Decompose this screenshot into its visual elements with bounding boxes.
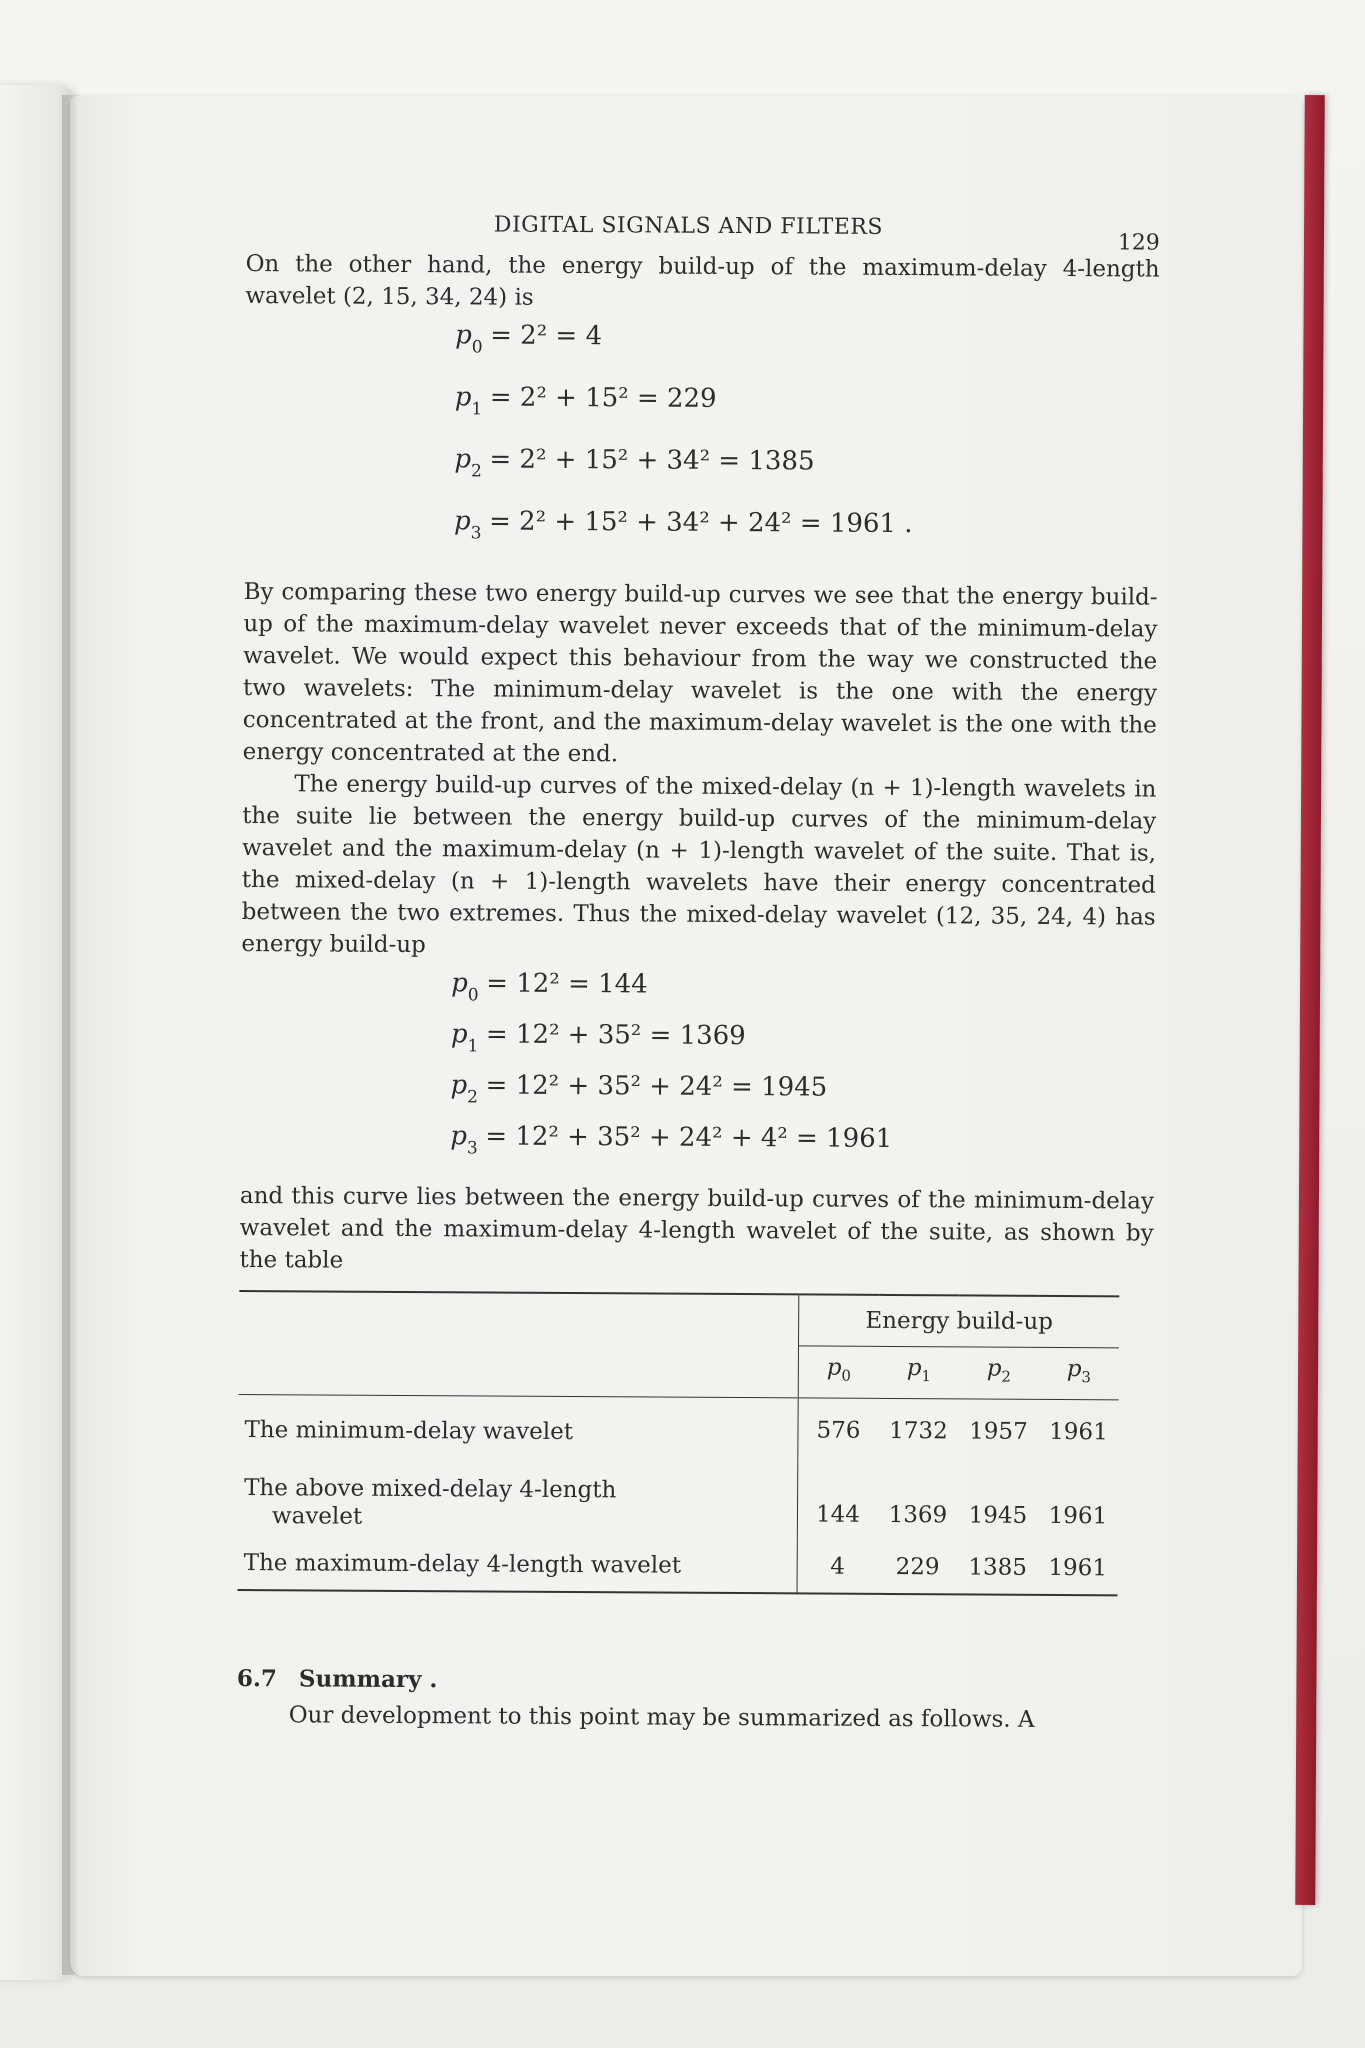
- equation-line: [241, 1017, 1155, 1074]
- table-row: [238, 1459, 1118, 1542]
- equation-line: [240, 1068, 1154, 1125]
- equation-block-2: [240, 966, 1155, 1176]
- equation-line: [240, 1119, 1154, 1176]
- equation-line: [245, 318, 1159, 386]
- col-header-p3: $p_3$: [1066, 1356, 1092, 1387]
- equation-lhs: $p_2$: [450, 1070, 479, 1108]
- col-header-p2: $p_2$: [986, 1355, 1012, 1386]
- equation-rhs: = 12² + 35² + 24² = 1945: [485, 1070, 828, 1103]
- col-header-p1: $p_1$: [906, 1355, 932, 1386]
- paragraph-4: and this curve lies between the energy build-up curves of the minimum-delay wavelet and the maximum-delay 4-length wavelet of the suite, as shown by the table: [239, 1182, 1154, 1274]
- cell: 1945: [968, 1502, 1028, 1529]
- equation-line: [244, 442, 1158, 510]
- section-number: 6.7: [236, 1664, 278, 1693]
- cell: 1961: [1049, 1418, 1108, 1446]
- cell: 1732: [889, 1417, 948, 1445]
- equation-rhs: = 2² = 4: [490, 320, 603, 352]
- section-heading: [237, 1663, 1151, 1701]
- paragraph-3: The energy build-up curves of the mixed-delay (n + 1)-length wavelets in the suite lie between the energy build-up curves of the minimum-delay wavelet and the maximum-delay (n + 1)-length wavelet of the suite. That is, the mixed-delay (n + 1)-length wavelets have their energy concentrated between the two extremes. Thus the mixed-delay wavelet (12, 35, 24, 4) has energy build-up: [241, 771, 1157, 959]
- page-number: 129: [1117, 230, 1160, 256]
- equation-rhs: = 12² = 144: [486, 968, 648, 1000]
- row-label: The minimum-delay wavelet: [244, 1417, 574, 1446]
- table-row: [238, 1537, 1118, 1595]
- equation-line: [244, 504, 1158, 572]
- equation-lhs: $p_0$: [455, 320, 483, 358]
- row-label: The above mixed-delay 4-length wavelet: [244, 1475, 617, 1530]
- paragraph-2: By comparing these two energy build-up curves we see that the energy build-up of the maximum-delay wavelet never exceeds that of the minimum-delay wavelet. We would expect this behaviour from the way we constructed the two wavelets: The minimum-delay wavelet is the one with the energy concentrated at the front, and the maximum-delay wavelet is the one with the energy concentrated at the end.: [242, 578, 1158, 768]
- section-title: Summary .: [298, 1665, 438, 1694]
- equation-lhs: $p_1$: [450, 1019, 479, 1057]
- col-header-p0: $p_0$: [798, 1345, 879, 1398]
- cell: 229: [895, 1553, 940, 1581]
- equation-line: [245, 380, 1159, 448]
- equation-rhs: = 12² + 35² = 1369: [485, 1019, 746, 1052]
- cell: 1385: [968, 1554, 1028, 1581]
- table-group-header-row: [239, 1292, 1119, 1347]
- equation-line: [241, 966, 1155, 1023]
- paragraph-1: On the other hand, the energy build-up of the maximum-delay 4-length wavelet (2, 15, 34, 24) is: [245, 250, 1160, 311]
- paragraph-5: Our development to this point may be summarized as follows. A: [288, 1702, 1035, 1733]
- running-header: [246, 200, 1160, 254]
- table-group-header: Energy build-up: [799, 1295, 1120, 1347]
- cell: 1957: [969, 1418, 1028, 1445]
- cell: 144: [797, 1462, 878, 1540]
- equation-lhs: $p_0$: [451, 968, 479, 1006]
- table-row: [238, 1394, 1118, 1464]
- equation-rhs: = 2² + 15² + 34² + 24² = 1961 .: [488, 506, 913, 540]
- energy-table: [238, 1290, 1120, 1596]
- cell: 576: [798, 1398, 879, 1463]
- equation-lhs: $p_3$: [450, 1121, 478, 1159]
- page-content: [237, 200, 1160, 1737]
- equation-rhs: = 12² + 35² + 24² + 4² = 1961: [485, 1121, 893, 1154]
- equation-lhs: $p_1$: [454, 382, 483, 420]
- table-col-header-row: [239, 1342, 1119, 1400]
- running-title: DIGITAL SIGNALS AND FILTERS: [493, 212, 884, 240]
- cell: 1961: [1048, 1554, 1108, 1582]
- equation-lhs: $p_3$: [453, 506, 482, 544]
- equation-block-1: [244, 318, 1159, 572]
- cell: 1961: [1048, 1502, 1108, 1530]
- equation-lhs: $p_2$: [454, 444, 482, 482]
- equation-rhs: = 2² + 15² = 229: [489, 382, 717, 414]
- cell: 4: [797, 1540, 878, 1593]
- cell: 1369: [888, 1501, 948, 1529]
- row-label: The maximum-delay 4-length wavelet: [243, 1550, 682, 1579]
- equation-rhs: = 2² + 15² + 34² = 1385: [489, 444, 815, 477]
- page-gutter: [62, 95, 80, 1975]
